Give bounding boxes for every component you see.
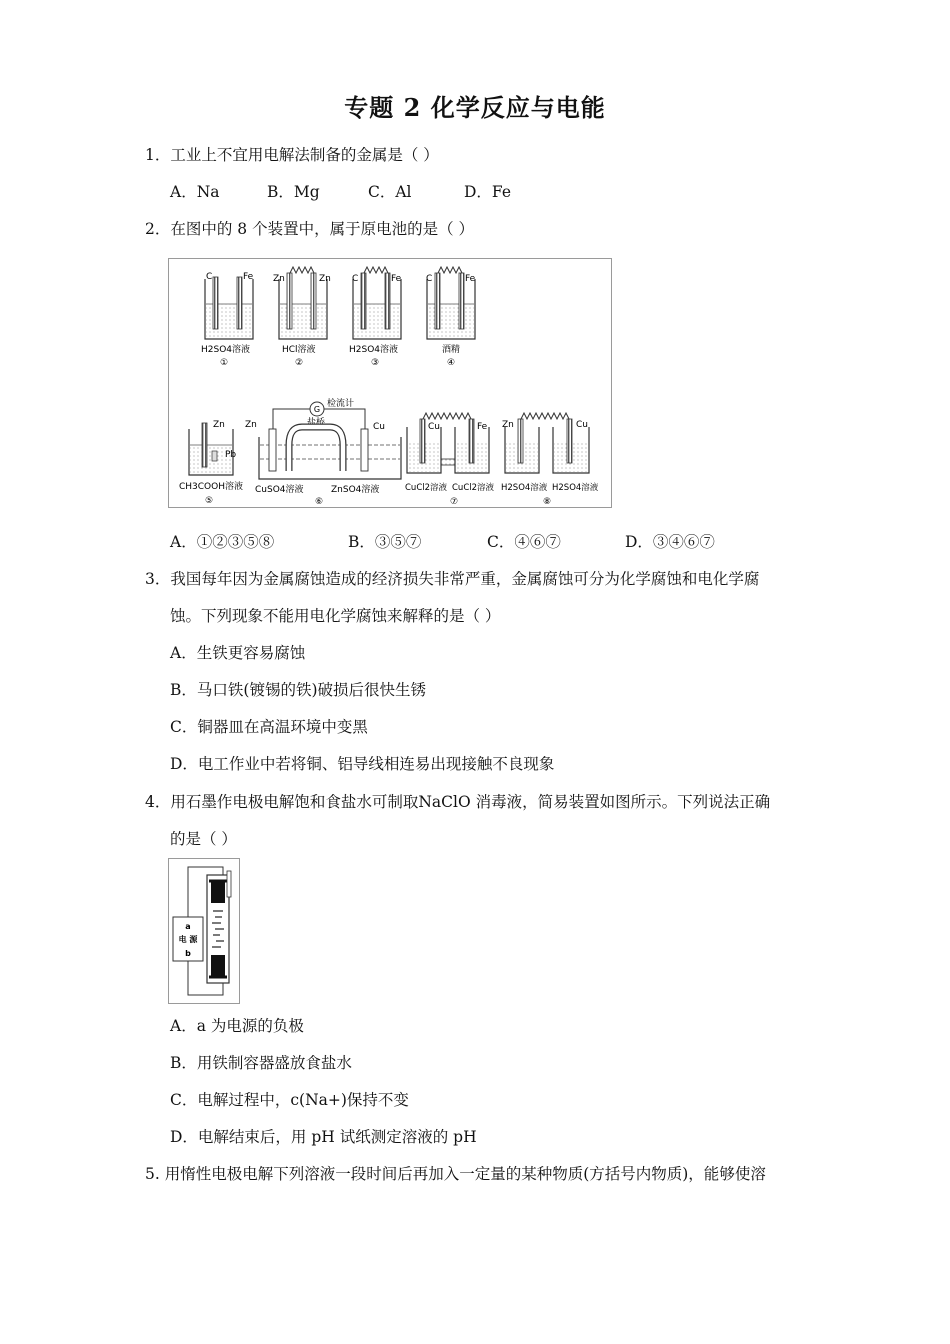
question-4-option-c: C．电解过程中，c(Na+)保持不变: [170, 1091, 409, 1109]
b3-right-label: Fe: [391, 274, 402, 284]
b8-solution-right: H2SO4溶液: [552, 483, 599, 493]
beaker-5: [179, 420, 243, 506]
b2-left-label: Zn: [273, 274, 285, 284]
b8-number: ⑧: [542, 497, 552, 507]
b2-number: ②: [294, 358, 304, 368]
b1-number: ①: [219, 358, 229, 368]
b5-right-label: Pb: [225, 450, 237, 460]
b4-left-label: C: [426, 274, 433, 284]
question-2-stem: 2．在图中的 8 个装置中，属于原电池的是（ ）: [145, 220, 475, 238]
b7-number: ⑦: [449, 497, 459, 507]
question-4-stem-line-2: 的是（ ）: [170, 830, 237, 848]
b1-right-label: Fe: [243, 272, 254, 282]
question-3-stem-line-2: 蚀。下列现象不能用电化学腐蚀来解释的是（ ）: [170, 607, 501, 625]
option-d: D．③④⑥⑦: [625, 533, 715, 551]
beaker-7: [405, 413, 495, 507]
galvanic-cells-diagram: [169, 259, 611, 507]
question-4-option-a: A．a 为电源的负极: [170, 1017, 304, 1035]
b1-left-label: C: [206, 272, 213, 282]
galvanometer-symbol: G: [313, 405, 321, 414]
page-title: 专题 2 化学反应与电能: [344, 93, 606, 122]
b2-solution-label: HCl溶液: [282, 345, 316, 355]
option-c: C．Al: [368, 183, 412, 201]
question-3-option-a: A．生铁更容易腐蚀: [170, 644, 306, 662]
option-a: A．①②③⑤⑧: [170, 533, 275, 551]
electrode-c: [213, 277, 218, 329]
beaker-3: [349, 267, 402, 368]
galvanic-cells-figure: [168, 258, 612, 508]
electrolysis-diagram: [169, 859, 239, 1003]
b3-number: ③: [370, 358, 380, 368]
b3-left-label: C: [352, 274, 359, 284]
b3-solution-label: H2SO4溶液: [349, 345, 399, 355]
b2-right-label: Zn: [319, 274, 331, 284]
b6-solution-right: ZnSO4溶液: [331, 485, 380, 495]
b4-number: ④: [446, 358, 456, 368]
option-a: A．Na: [170, 183, 220, 201]
power-source-label: 电 源: [178, 935, 198, 944]
electrode-fe: [237, 277, 242, 329]
b4-solution-label: 酒精: [441, 345, 461, 355]
b5-left-label: Zn: [213, 420, 225, 430]
b7-solution-left: CuCl2溶液: [405, 483, 448, 493]
wire: [290, 267, 314, 273]
b4-right-label: Fe: [465, 274, 476, 284]
question-5-stem-line-1: 5. 用惰性电极电解下列溶液一段时间后再加入一定量的某种物质(方括号内物质)，能够使溶: [145, 1165, 766, 1183]
beaker-4: [426, 267, 476, 368]
question-3-option-c: C．铜器皿在高温环境中变黑: [170, 718, 368, 736]
b6-left-label: Zn: [245, 420, 257, 430]
b7-left-label: Cu: [428, 422, 440, 432]
b5-solution-label: CH3COOH溶液: [179, 482, 243, 492]
salt-bridge-label: 盐桥: [306, 418, 326, 428]
b1-solution-label: H2SO4溶液: [201, 345, 251, 355]
beaker-1: [201, 272, 254, 368]
b7-solution-right: CuCl2溶液: [452, 483, 495, 493]
galvanometer-label: 检流计: [327, 399, 355, 409]
option-b: B．③⑤⑦: [348, 533, 422, 551]
question-4-option-d: D．电解结束后，用 pH 试纸测定溶液的 pH: [170, 1128, 477, 1146]
option-d: D．Fe: [464, 183, 512, 201]
question-3-stem-line-1: 3．我国每年因为金属腐蚀造成的经济损失非常严重，金属腐蚀可分为化学腐蚀和电化学腐: [145, 570, 760, 588]
question-3-option-b: B．马口铁(镀锡的铁)破损后很快生锈: [170, 681, 426, 699]
b8-left-label: Zn: [502, 420, 514, 430]
b8-solution-left: H2SO4溶液: [501, 483, 548, 493]
question-4-stem-line-1: 4．用石墨作电极电解饱和食盐水可制取NaClO 消毒液，简易装置如图所示。下列说法正确: [145, 793, 771, 811]
beaker-6: [245, 397, 401, 507]
b6-right-label: Cu: [373, 422, 385, 432]
beaker-8: [501, 413, 599, 507]
b7-right-label: Fe: [477, 422, 488, 432]
beaker-2: [273, 267, 331, 368]
question-1-stem: 1．工业上不宜用电解法制备的金属是（ ）: [145, 146, 439, 164]
option-b: B．Mg: [267, 183, 320, 201]
question-4-option-b: B．用铁制容器盛放食盐水: [170, 1054, 352, 1072]
b8-right-label: Cu: [576, 420, 588, 430]
b5-number: ⑤: [204, 496, 214, 506]
option-c: C．④⑥⑦: [487, 533, 561, 551]
b6-solution-left: CuSO4溶液: [255, 485, 304, 495]
question-3-option-d: D．电工作业中若将铜、铝导线相连易出现接触不良现象: [170, 755, 555, 773]
power-terminal-a: a: [185, 922, 191, 931]
b6-number: ⑥: [314, 497, 324, 507]
electrolysis-figure: [168, 858, 240, 1004]
power-terminal-b: b: [185, 949, 191, 958]
